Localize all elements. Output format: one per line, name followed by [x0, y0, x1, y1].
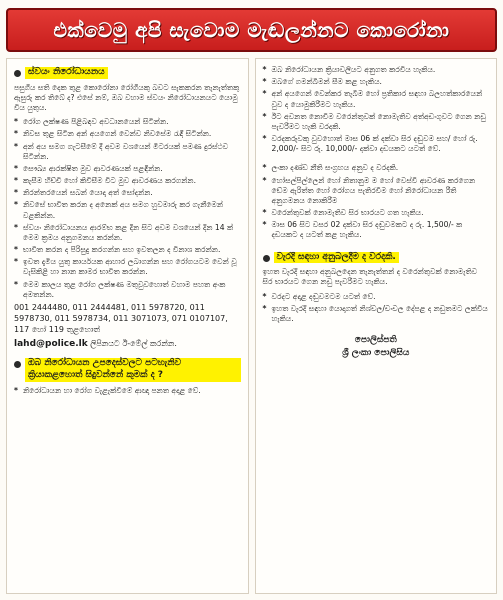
list-item: * ඉවත දැමිය යුතු කාර්යයක ආහාර ලබාගන්න සහ රෝගයටම වෙන් වූ වැසිකිළි හා නාන කාමර භාවිත කරන්න. [14, 257, 241, 277]
banner-title: එක්වෙමු අපි සැවොම මැඬලන්නට කොරෝනා [53, 18, 450, 42]
list-item: * රෝග ලක්ෂණ පිළිබඳව අවධානයෙන් සිටින්න. [14, 117, 241, 127]
list-item: * නිවස තුළ සිටින අන් අයගෙන් වෙන්ව නිවසේම රැඳී සිටින්න. [14, 129, 241, 139]
email-line [14, 338, 241, 350]
list-item: * ඔබ නිරෝධායන ක්‍රියාවලියට අනුගත කරවිය හැකිය. [263, 65, 490, 75]
heading-text: ස්වයං නිරෝධායනය [25, 67, 108, 79]
hotline-numbers: 001 2444480, 011 2444481, 011 5978720, 011 5978730, 011 5978734, 011 3071073, 071 0107107, 117 හෝ 119 තුළහොත් [14, 302, 228, 334]
list-item: * මෙම කාලය තුළ රෝග ලක්ෂණ මතුවුවහොත් වහාම පහත අංක අමතන්න. [14, 280, 241, 300]
content-columns [6, 58, 497, 594]
email-suffix: ලිපිනයට ඊ-මේල් කරන්න. [87, 339, 177, 349]
list-item: * ඔබගේ ගමන්බිමන් සීම කළ හැකිය. [263, 77, 490, 87]
heading-text: ඔබ නිරෝධායන උපදෙස්වලට පටහැනිව ක්‍රියාකළහොත් සිදුවන්නේ කුමක් ද ? [25, 358, 241, 381]
list-item: * සෞඛ්‍ය ආරක්ෂිත මුව ආවරණයක් පළඳින්න. [14, 164, 241, 174]
heading-text: වැරදි සඳහා අනුබලදීම ද වරදකි. [274, 252, 399, 264]
list-item: * මාස 06 සිට වසර 02 දක්වා සිර දඬුවමකට ද රු. 1,500/- ක දඩයකට ද යටත් කළ හැකිය. [263, 220, 490, 240]
right-column [255, 58, 498, 594]
signature-title: පොලිස්පති [354, 335, 397, 346]
list-item: * වරදකරුවකු වුවහොත් මාස 06 ක් දක්වා සිර දඬුවම සහ/ හෝ රු. 2,000/- සිට රු. 10,000/- දක්වා දඩයකට යටත් වේ. [263, 134, 490, 154]
list-item: * නිරන්තරයෙන් සබන් යොදා අත් සෝදන්න. [14, 188, 241, 198]
penalty-list [263, 65, 490, 154]
list-item: * නිරෝධායන හා රෝග වැළැක්වීමේ ආඥා පනත අදාළ වේ. [14, 386, 241, 396]
list-item: * ලංකා දණ්ඩ නීති සංග්‍රහය අනුව ද වරදකි. [263, 163, 490, 173]
list-item: * වරෙන්තුවක් නොමැතිව සිර භාරයට ගත හැකිය. [263, 208, 490, 218]
list-item: * ඊට අවනත නොවීම වරෙන්තුවක් නොමැතිව අත්අඩංගුවට ගෙන නඩු පැවරීමට හැකි වරදකි. [263, 112, 490, 132]
bullet-dot-icon [263, 255, 270, 262]
email-link[interactable]: lahd@police.lk [14, 339, 88, 350]
title-banner [6, 8, 497, 52]
violation-list [14, 386, 241, 396]
list-item: * හෝසල්පිල්ලෙන් හෝ නිතානුම ම හෝ වෙස්වී ආවරණ කරගෙන ඩේම ඇරිත්ත හෝ රෝගය පැතිරවීම හෝ නිරෝධායන රීති අනුගමනය නොකිරීම [263, 176, 490, 207]
bullet-dot-icon [14, 70, 21, 77]
list-item: * අන් අය සමග ගැටසීමේ දී අවම වශයෙන් මීටරයක් පමණ දුරස්ථව සිටින්න. [14, 142, 241, 162]
list-item: * ඉහත වැරදි සඳහා යොදාගත් නිශ්චල/චංචල දේපළ ද නඩුතමට ලක්විය හැකිය. [263, 304, 490, 324]
list-item: * භාවිත කරන ද පිරිසුදු කරගන්න සහ ඉවතලන ද විනාශ කරන්න. [14, 245, 241, 255]
list-item: * අන් අයගෙන් වෙන්කර තැබීම හෝ ප්‍රතිකාර සඳහා බලහත්කාරයෙන් වුව ද යොමුකිරීමට හැකිය. [263, 89, 490, 109]
section-abetment-heading [263, 252, 490, 264]
list-item: * වරදට අදාළ දඬුවමටම යටත් වේ. [263, 292, 490, 302]
list-item: * කැසීම හිච්චි හෝ කිවිසීම විට මුව ආවරණය කරගන්න. [14, 176, 241, 186]
list-item: * ස්වයං නිරෝධායනය ආරම්භ කළ දින සිට අවම වශයෙන් දින 14 ක් මෙම ක්‍රමය අනුගමනය කරන්න. [14, 223, 241, 243]
list-item: * නිවසේ භාවිත කරන ද අනෙක් අය සමග හුවමාරු කර ගැනීමෙන් වළකින්න. [14, 200, 241, 220]
penal-code-list [263, 163, 490, 240]
section-self-isolation-heading [14, 67, 241, 79]
left-column [6, 58, 249, 594]
self-isolation-intro: පසුගිය සති දෙක තුළ කොරෝනා රෝගියකු බවට සැකකරන තැනැත්තකු ඇසුරු කර තිබේ ද? එසේ නම්, ඔබ වහාම ස්වයං නිරෝධායනයට යොමු විය යුතුය. [14, 82, 240, 113]
signature-block [263, 334, 490, 360]
section-violation-heading [14, 358, 241, 381]
bullet-dot-icon [14, 361, 21, 368]
self-isolation-list [14, 117, 241, 300]
abetment-list [263, 292, 490, 325]
signature-organization: ශ්‍රී ලංකා පොලිසිය [342, 348, 410, 359]
abetment-intro: ඉහත වැරදි සඳහා අනුබලදෙන තැනැත්තන් ද වරෙන්තුවක් නොමැතිව සිර භාරයට ගෙන නඩු පැවරීමට හැකිය. [262, 267, 478, 287]
